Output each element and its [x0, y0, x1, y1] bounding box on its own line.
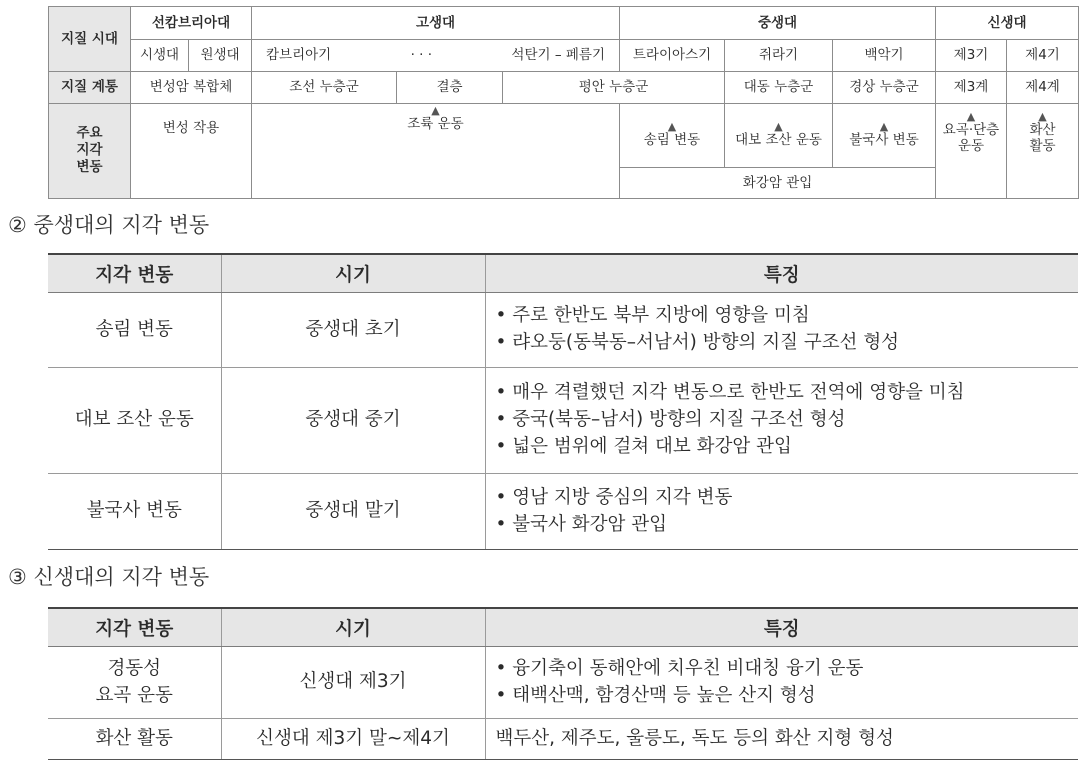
feature-item: • 주로 한반도 북부 지방에 영향을 미침 [496, 303, 1079, 330]
table-row [48, 647, 1078, 719]
arrow-up-icon: ▲ [431, 103, 440, 117]
system-daedong: 대동 누층군 [725, 72, 833, 103]
mesozoic-movements-table [48, 253, 1078, 550]
feature-item: • 넓은 범위에 걸쳐 대보 화강암 관입 [496, 434, 1079, 461]
system-metamorphic-complex: 변성암 복합체 [131, 72, 252, 103]
movement-features [485, 293, 1078, 368]
metamorphism-label: 변성 작용 [162, 119, 220, 136]
granite-intrusion: 화강암 관입 [620, 167, 936, 198]
header-movement: 지각 변동 [48, 608, 221, 647]
arrow-up-icon: ▲ [879, 119, 889, 133]
feature-item: • 중국(북동–남서) 방향의 지질 구조선 형성 [496, 407, 1079, 434]
section2-title: ② 중생대의 지각 변동 [8, 213, 210, 237]
arrow-up-icon: ▲ [966, 109, 976, 123]
movement-period: 신생대 제3기 [221, 647, 485, 719]
period-proterozoic: 원생대 [189, 40, 252, 72]
system-gyeongsang: 경상 누층군 [833, 72, 936, 103]
system-pyeongan: 평안 누층군 [503, 72, 725, 103]
period-tertiary: 제3기 [936, 40, 1007, 72]
movement-header [49, 103, 131, 198]
bulguksa-label: 불국사 변동 [849, 131, 919, 148]
movement-name-line: 요곡 운동 [95, 684, 173, 706]
movement-bulguksa [833, 103, 936, 167]
table-row [48, 293, 1078, 368]
movement-header-label: 주요 지각 변동 [76, 125, 103, 176]
table-row [48, 368, 1078, 474]
movement-features [485, 368, 1078, 474]
era-mesozoic: 중생대 [620, 7, 936, 40]
period-cambrian: 캄브리아기 [266, 47, 332, 64]
period-triassic: 트라이아스기 [620, 40, 725, 72]
era-header: 지질 시대 [49, 7, 131, 72]
feature-item: • 매우 격렬했던 지각 변동으로 한반도 전역에 영향을 미침 [496, 380, 1079, 407]
songnim-label: 송림 변동 [643, 131, 701, 148]
era-cenozoic: 신생대 [936, 7, 1079, 40]
arrow-up-icon: ▲ [667, 119, 677, 133]
movement-name: 대보 조산 운동 [48, 368, 221, 474]
period-paleozoic-range [252, 40, 620, 72]
table-row [48, 474, 1078, 550]
header-period: 시기 [221, 254, 485, 293]
feature-item: • 태백산맥, 함경산맥 등 높은 산지 형성 [496, 683, 1079, 710]
header-features: 특징 [485, 608, 1078, 647]
period-jurassic: 쥐라기 [725, 40, 833, 72]
movement-name: 송림 변동 [48, 293, 221, 368]
feature-item: • 랴오둥(동북동–서남서) 방향의 지질 구조선 형성 [496, 330, 1079, 357]
section3-title: ③ 신생대의 지각 변동 [8, 565, 210, 589]
movement-features [485, 647, 1078, 719]
era-precambrian: 선캄브리아대 [131, 7, 252, 40]
movement-features [485, 474, 1078, 550]
system-quaternary: 제4계 [1007, 72, 1079, 103]
feature-item: • 융기축이 동해안에 치우친 비대칭 융기 운동 [496, 656, 1079, 683]
system-header: 지질 계통 [49, 72, 131, 103]
period-carboniferous-permian: 석탄기 – 페름기 [511, 47, 605, 64]
movement-joryuk [252, 103, 620, 198]
movement-name: 화산 활동 [48, 719, 221, 760]
arrow-up-icon: ▲ [774, 119, 783, 133]
movement-folding [936, 103, 1007, 198]
movement-period: 신생대 제3기 말∼제4기 [221, 719, 485, 760]
table-row [48, 719, 1078, 760]
cenozoic-movements-table [48, 607, 1078, 760]
folding-label: 요곡·단층 운동 [942, 121, 1000, 155]
movement-period: 중생대 말기 [221, 474, 485, 550]
movement-name [48, 647, 221, 719]
movement-name-line: 경동성 [107, 657, 162, 679]
period-ellipsis: · · · [410, 47, 433, 64]
feature-item: • 영남 지방 중심의 지각 변동 [496, 485, 1079, 512]
movement-feature: 백두산, 제주도, 울릉도, 독도 등의 화산 지형 형성 [485, 719, 1078, 760]
volcanic-label: 화산 활동 [1029, 121, 1056, 155]
movement-period: 중생대 중기 [221, 368, 485, 474]
header-period: 시기 [221, 608, 485, 647]
movement-songnim [620, 103, 725, 167]
movement-daebo [725, 103, 833, 167]
arrow-up-icon: ▲ [1038, 109, 1047, 123]
period-cretaceous: 백악기 [833, 40, 936, 72]
movement-volcanic [1007, 103, 1079, 198]
joryuk-label: 조륙 운동 [407, 115, 464, 132]
geologic-timeline-table [48, 6, 1079, 199]
header-movement: 지각 변동 [48, 254, 221, 293]
movement-metamorphism [131, 103, 252, 198]
system-joseon: 조선 누층군 [252, 72, 397, 103]
era-paleozoic: 고생대 [252, 7, 620, 40]
system-tertiary: 제3계 [936, 72, 1007, 103]
system-gap: 결층 [397, 72, 503, 103]
period-archean: 시생대 [131, 40, 189, 72]
period-quaternary: 제4기 [1007, 40, 1079, 72]
movement-name: 불국사 변동 [48, 474, 221, 550]
daebo-label: 대보 조산 운동 [735, 131, 822, 148]
movement-period: 중생대 초기 [221, 293, 485, 368]
feature-item: • 불국사 화강암 관입 [496, 512, 1079, 539]
header-features: 특징 [485, 254, 1078, 293]
